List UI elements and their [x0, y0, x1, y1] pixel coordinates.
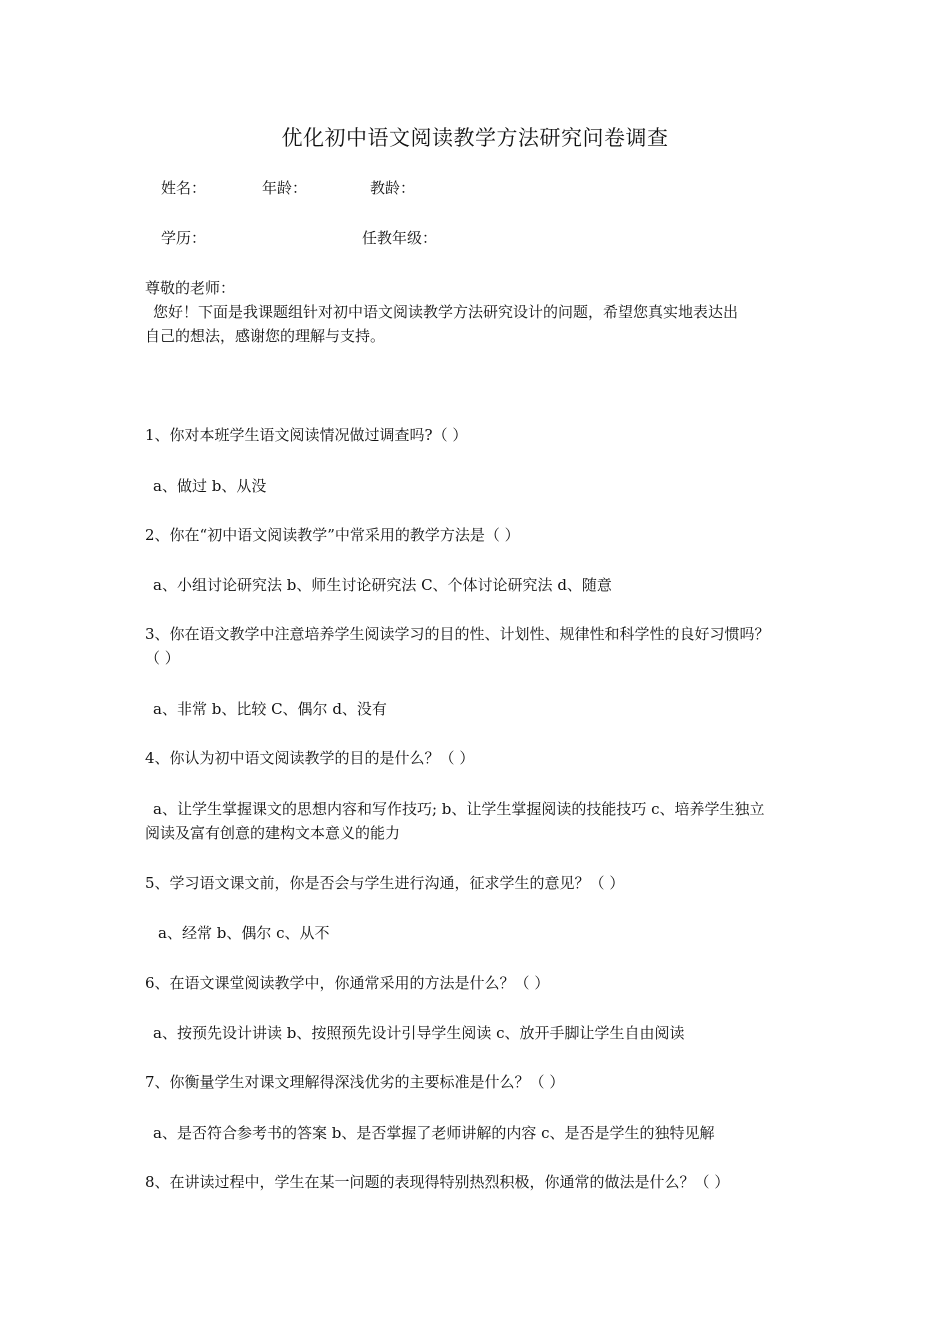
question-1: 1、你对本班学生语文阅读情况做过调查吗?（ ）: [145, 426, 468, 444]
question-2: 2、你在“初中语文阅读教学”中常采用的教学方法是（ ）: [145, 526, 520, 544]
question-4-options-cont: 阅读及富有创意的建构文本意义的能力: [145, 824, 401, 842]
field-name-label: 姓名：: [161, 179, 207, 197]
question-7-options: a、是否符合参考书的答案 b、是否掌握了老师讲解的内容 c、是否是学生的独特见解: [153, 1124, 715, 1142]
question-2-options: a、小组讨论研究法 b、师生讨论研究法 C、个体讨论研究法 d、随意: [153, 576, 612, 594]
question-1-options: a、做过 b、从没: [153, 477, 267, 495]
question-3-options: a、非常 b、比较 C、偶尔 d、没有: [153, 700, 387, 718]
field-education-label: 学历：: [161, 229, 207, 247]
question-5-options: a、经常 b、偶尔 c、从不: [158, 924, 330, 942]
intro-line-1: 您好！下面是我课题组针对初中语文阅读教学方法研究设计的问题，希望您真实地表达出: [153, 303, 739, 321]
question-4-options: a、让学生掌握课文的思想内容和写作技巧; b、让学生掌握阅读的技能技巧 c、培养学生独立: [153, 800, 765, 818]
question-8: 8、在讲读过程中，学生在某一问题的表现得特别热烈积极，你通常的做法是什么？（ ）: [145, 1173, 730, 1191]
intro-line-2: 自己的想法，感谢您的理解与支持。: [145, 327, 386, 345]
question-7: 7、你衡量学生对课文理解得深浅优劣的主要标准是什么？（ ）: [145, 1073, 565, 1091]
question-5: 5、学习语文课文前，你是否会与学生进行沟通，征求学生的意见？（ ）: [145, 874, 625, 892]
question-4: 4、你认为初中语文阅读教学的目的是什么？（ ）: [145, 749, 475, 767]
field-grade-label: 任教年级：: [362, 229, 438, 247]
page-title: 优化初中语文阅读教学方法研究问卷调查: [281, 126, 669, 150]
field-age-label: 年龄：: [262, 179, 308, 197]
question-3: 3、你在语文教学中注意培养学生阅读学习的目的性、计划性、规律性和科学性的良好习惯吗？: [145, 625, 770, 643]
question-6-options: a、按预先设计讲读 b、按照预先设计引导学生阅读 c、放开手脚让学生自由阅读: [153, 1024, 685, 1042]
question-3-blank: （ ）: [145, 649, 180, 667]
field-teaching-age-label: 教龄：: [370, 179, 416, 197]
question-6: 6、在语文课堂阅读教学中，你通常采用的方法是什么？（ ）: [145, 974, 550, 992]
greeting: 尊敬的老师：: [145, 279, 236, 297]
